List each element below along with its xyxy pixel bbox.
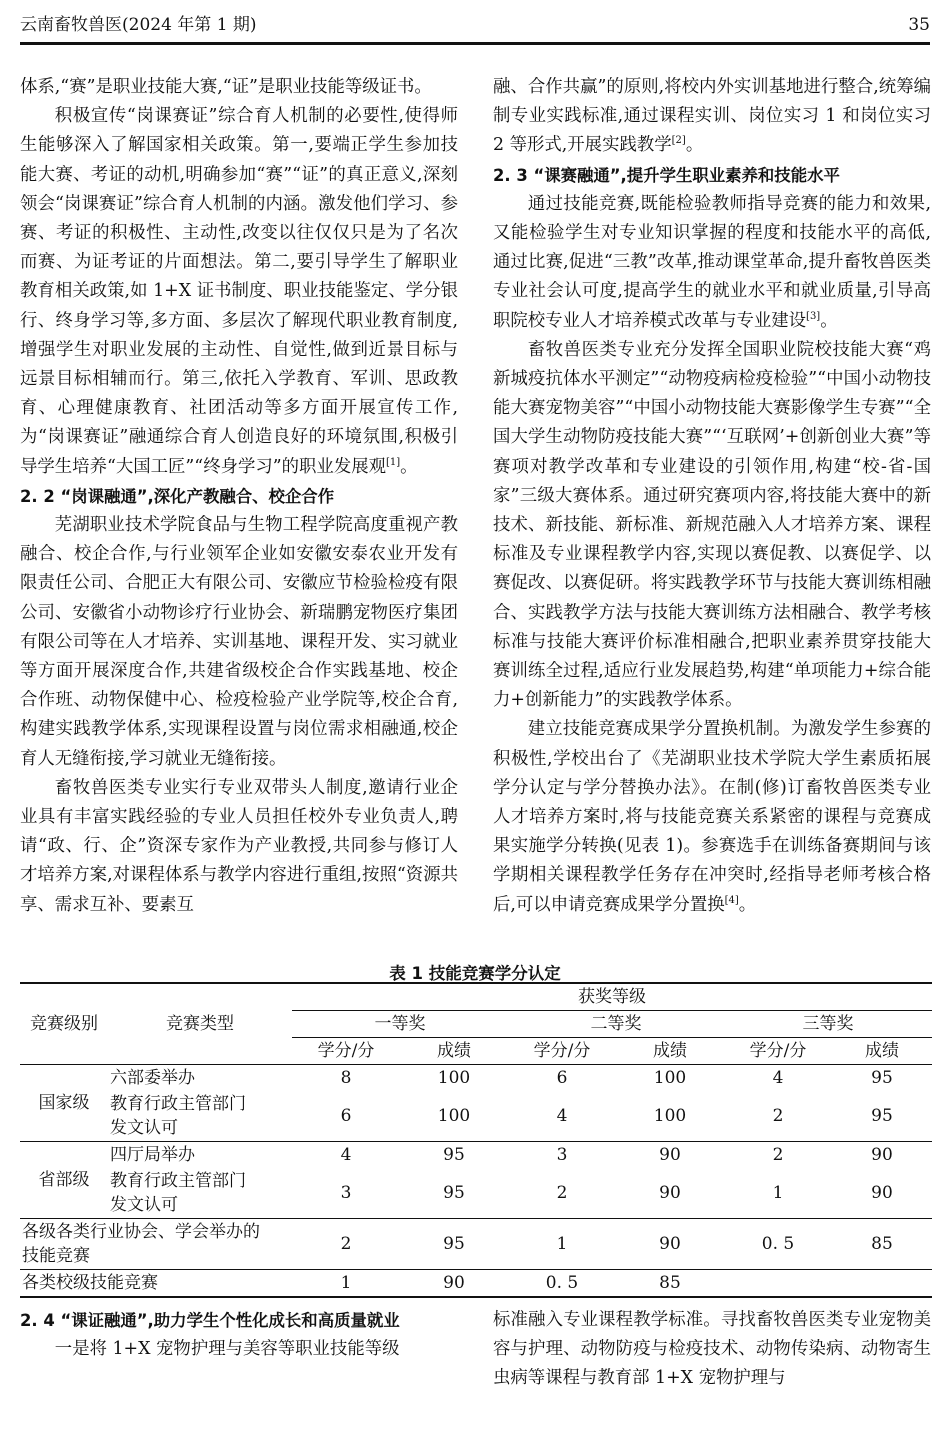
running-header <box>20 12 930 38</box>
right-column <box>493 73 931 920</box>
header-type: 竞赛类型 <box>108 983 292 1065</box>
paragraph <box>493 715 931 919</box>
header-credit: 学分/分 <box>508 1038 616 1065</box>
cell: 90 <box>659 1145 681 1165</box>
cell: 100 <box>400 1091 508 1142</box>
cell: 6 <box>292 1091 400 1142</box>
header-level: 竞赛级别 <box>20 983 108 1065</box>
header-award: 获奖等级 <box>292 983 932 1011</box>
punct: 。 <box>820 310 838 331</box>
table-row <box>20 1142 932 1169</box>
cell: 4 <box>508 1091 616 1142</box>
cell: 8 <box>340 1068 352 1088</box>
cell-type: 六部委举办 <box>110 1068 195 1088</box>
citation: [3] <box>806 310 821 322</box>
cell: 95 <box>400 1219 508 1270</box>
cell: 0. 5 <box>724 1219 832 1270</box>
cell: 1 <box>508 1219 616 1270</box>
table-caption: 表 1 技能竞赛学分认定 <box>389 964 561 983</box>
cell-empty <box>832 1270 932 1298</box>
table-row <box>20 1091 932 1142</box>
left-column <box>20 73 458 920</box>
section-heading-2-2: 2. 2 “岗课融通”,深化产教融合、校企合作 <box>20 486 335 506</box>
cell: 2 <box>724 1091 832 1142</box>
paragraph: 芜湖职业技术学院食品与生物工程学院高度重视产教融合、校企合作,与行业领军企业如安徽安泰农业开发有限责任公司、合肥正大有限公司、安徽应节检验检疫有限公司、安徽省小动物诊疗行业协会、新瑞鹏宠物医疗集团有限公司等在人才培养、实训基地、课程开发、实习就业等方面开展深度合作,共建省级校企合作实践基地、校企合作班、动物保健中心、检疫检验产业学院等,校企合育,构建实践教学体系,实现课程设置与岗位需求相融通,校企育人无缝衔接,学习就业无缝衔接。 <box>20 515 458 769</box>
paragraph-text: 建立技能竞赛成果学分置换机制。为激发学生参赛的积极性,学校出台了《芜湖职业技术学院大学生素质拓展学分认定与学分替换办法》。在制(修)订畜牧兽医类专业人才培养方案时,将与技能竞赛关系紧密的课程与竞赛成果实施学分转换(见表 1)。参赛选手在训练备赛期间与该学期相关课程教学任务存在冲突时,经指导老师考核合格后,可以申请竞赛成果学分置换 <box>493 719 931 915</box>
cell: 4 <box>340 1145 352 1165</box>
cell: 90 <box>871 1145 893 1165</box>
cell: 90 <box>832 1168 932 1219</box>
cell: 6 <box>556 1068 568 1088</box>
paragraph: 畜牧兽医类专业实行专业双带头人制度,邀请行业企业具有丰富实践经验的专业人员担任校外专业负责人,聘请“政、行、企”资深专家作为产业教授,共同参与修订人才培养方案,对课程体系与教学内容进行重组,按照“资源共享、需求互补、要素互 <box>20 777 458 915</box>
cell: 95 <box>443 1145 465 1165</box>
header-credit: 学分/分 <box>292 1038 400 1065</box>
header-divider <box>20 42 930 45</box>
paragraph: 体系,“赛”是职业技能大赛,“证”是职业技能等级证书。 <box>20 77 432 97</box>
credit-table <box>20 982 932 1298</box>
cell-level: 国家级 <box>20 1065 108 1142</box>
cell: 90 <box>400 1270 508 1298</box>
punct: 。 <box>738 894 757 915</box>
paragraph-text: 通过技能竞赛,既能检验教师指导竞赛的能力和效果,又能检验学生对专业知识掌握的程度和技能水平的高低,通过比赛,促进“三教”改革,推动课堂革命,提升畜牧兽医类专业社会认可度,提高学生的就业水平和就业质量,引导高职院校专业人才培养模式改革与专业建设 <box>493 193 931 331</box>
paragraph: 畜牧兽医类专业充分发挥全国职业院校技能大赛“鸡新城疫抗体水平测定”“动物疫病检疫检验”“中国小动物技能大赛宠物美容”“中国小动物技能大赛影像学生专赛”“全国大学生动物防疫技能大赛”“‘互联网’+创新创业大赛”等赛项对教学改革和专业建设的引领作用,构建“校-省-国家”三级大赛体系。通过研究赛项内容,将技能大赛中的新技术、新技能、新标准、新规范融入人才培养方案、课程标准及专业课程教学内容,实现以赛促教、以赛促学、以赛促改、以赛促研。将实践教学环节与技能大赛训练相融合、实践教学方法与技能大赛训练方法相融合、教学考核标准与技能大赛评价标准相融合,把职业素养贯穿技能大赛训练全过程,适应行业发展趋势,构建“单项能力+综合能力+创新能力”的实践教学体系。 <box>493 339 931 711</box>
cell: 100 <box>437 1068 471 1088</box>
cell: 1 <box>724 1168 832 1219</box>
citation: [4] <box>724 894 739 906</box>
header-third: 三等奖 <box>724 1011 932 1038</box>
punct: 。 <box>685 135 704 156</box>
cell-empty <box>724 1270 832 1298</box>
cell: 85 <box>616 1270 724 1298</box>
citation: [1] <box>386 456 401 468</box>
paragraph <box>493 190 931 336</box>
cell: 90 <box>616 1168 724 1219</box>
journal-title: 云南畜牧兽医(2024 年第 1 期) <box>20 15 257 35</box>
cell: 4 <box>772 1068 784 1088</box>
header-first: 一等奖 <box>292 1011 508 1038</box>
section-heading-2-4: 2. 4 “课证融通”,助力学生个性化成长和高质量就业 <box>20 1311 400 1330</box>
citation: [2] <box>671 135 686 147</box>
header-score: 成绩 <box>400 1038 508 1065</box>
cell: 1 <box>292 1270 400 1298</box>
table-row <box>20 1270 932 1298</box>
cell-level: 各级各类行业协会、学会举办的技能竞赛 <box>20 1219 292 1270</box>
cell: 90 <box>616 1219 724 1270</box>
header-score: 成绩 <box>832 1038 932 1065</box>
page-number: 35 <box>908 15 930 35</box>
cell-type: 教育行政主管部门发文认可 <box>108 1091 292 1142</box>
cell: 100 <box>653 1068 687 1088</box>
cell: 100 <box>616 1091 724 1142</box>
paragraph-text: 融、合作共赢”的原则,将校内外实训基地进行整合,统筹编制专业实践标准,通过课程实训、岗位实习 1 和岗位实习 2 等形式,开展实践教学 <box>493 77 931 156</box>
header-credit: 学分/分 <box>724 1038 832 1065</box>
cell: 3 <box>556 1145 568 1165</box>
cell: 2 <box>508 1168 616 1219</box>
bottom-left-column <box>20 1306 458 1364</box>
cell: 2 <box>292 1219 400 1270</box>
table-row <box>20 1065 932 1092</box>
cell-level: 各类校级技能竞赛 <box>20 1270 292 1298</box>
header-second: 二等奖 <box>508 1011 724 1038</box>
bottom-right-column <box>493 1306 931 1394</box>
cell-level: 省部级 <box>20 1142 108 1219</box>
cell: 2 <box>772 1145 784 1165</box>
section-heading-2-3: 2. 3 “课赛融通”,提升学生职业素养和技能水平 <box>493 165 840 185</box>
cell: 0. 5 <box>508 1270 616 1298</box>
paragraph: 一是将 1+X 宠物护理与美容等职业技能等级 <box>54 1339 400 1360</box>
cell-type: 四厅局举办 <box>110 1145 195 1165</box>
header-score: 成绩 <box>616 1038 724 1065</box>
cell: 85 <box>832 1219 932 1270</box>
paragraph-text: 积极宣传“岗课赛证”综合育人机制的必要性,使得师生能够深入了解国家相关政策。第一,要端正学生参加技能大赛、考证的动机,明确参加“赛”“证”的真正意义,深刻领会“岗课赛证”综合育人机制的内涵。激发他们学习、参赛、考证的积极性、主动性,改变以往仅仅只是为了名次而赛、为证考证的片面想法。第二,要引导学生了解职业教育相关政策,如 1+X 证书制度、职业技能鉴定、学分银行、终身学习等,多方面、多层次了解现代职业教育制度,增强学生对职业发展的主动性、自觉性,做到近景目标与远景目标相辅而行。第三,依托入学教育、军训、思政教育、心理健康教育、社团活动等多方面开展宣传工作,为“岗课赛证”融通综合育人创造良好的环境氛围,积极引导学生培养“大国工匠”“终身学习”的职业发展观 <box>20 106 458 477</box>
table-row <box>20 1168 932 1219</box>
paragraph <box>20 102 458 482</box>
paragraph <box>493 73 931 161</box>
punct: 。 <box>400 456 418 477</box>
cell: 95 <box>871 1068 893 1088</box>
cell: 3 <box>292 1168 400 1219</box>
cell: 95 <box>400 1168 508 1219</box>
cell: 95 <box>832 1091 932 1142</box>
cell-type: 教育行政主管部门发文认可 <box>108 1168 292 1219</box>
paragraph: 标准融入专业课程教学标准。寻找畜牧兽医类专业宠物美容与护理、动物防疫与检疫技术、动物传染病、动物寄生虫病等课程与教育部 1+X 宠物护理与 <box>493 1310 931 1389</box>
table-row <box>20 1219 932 1270</box>
